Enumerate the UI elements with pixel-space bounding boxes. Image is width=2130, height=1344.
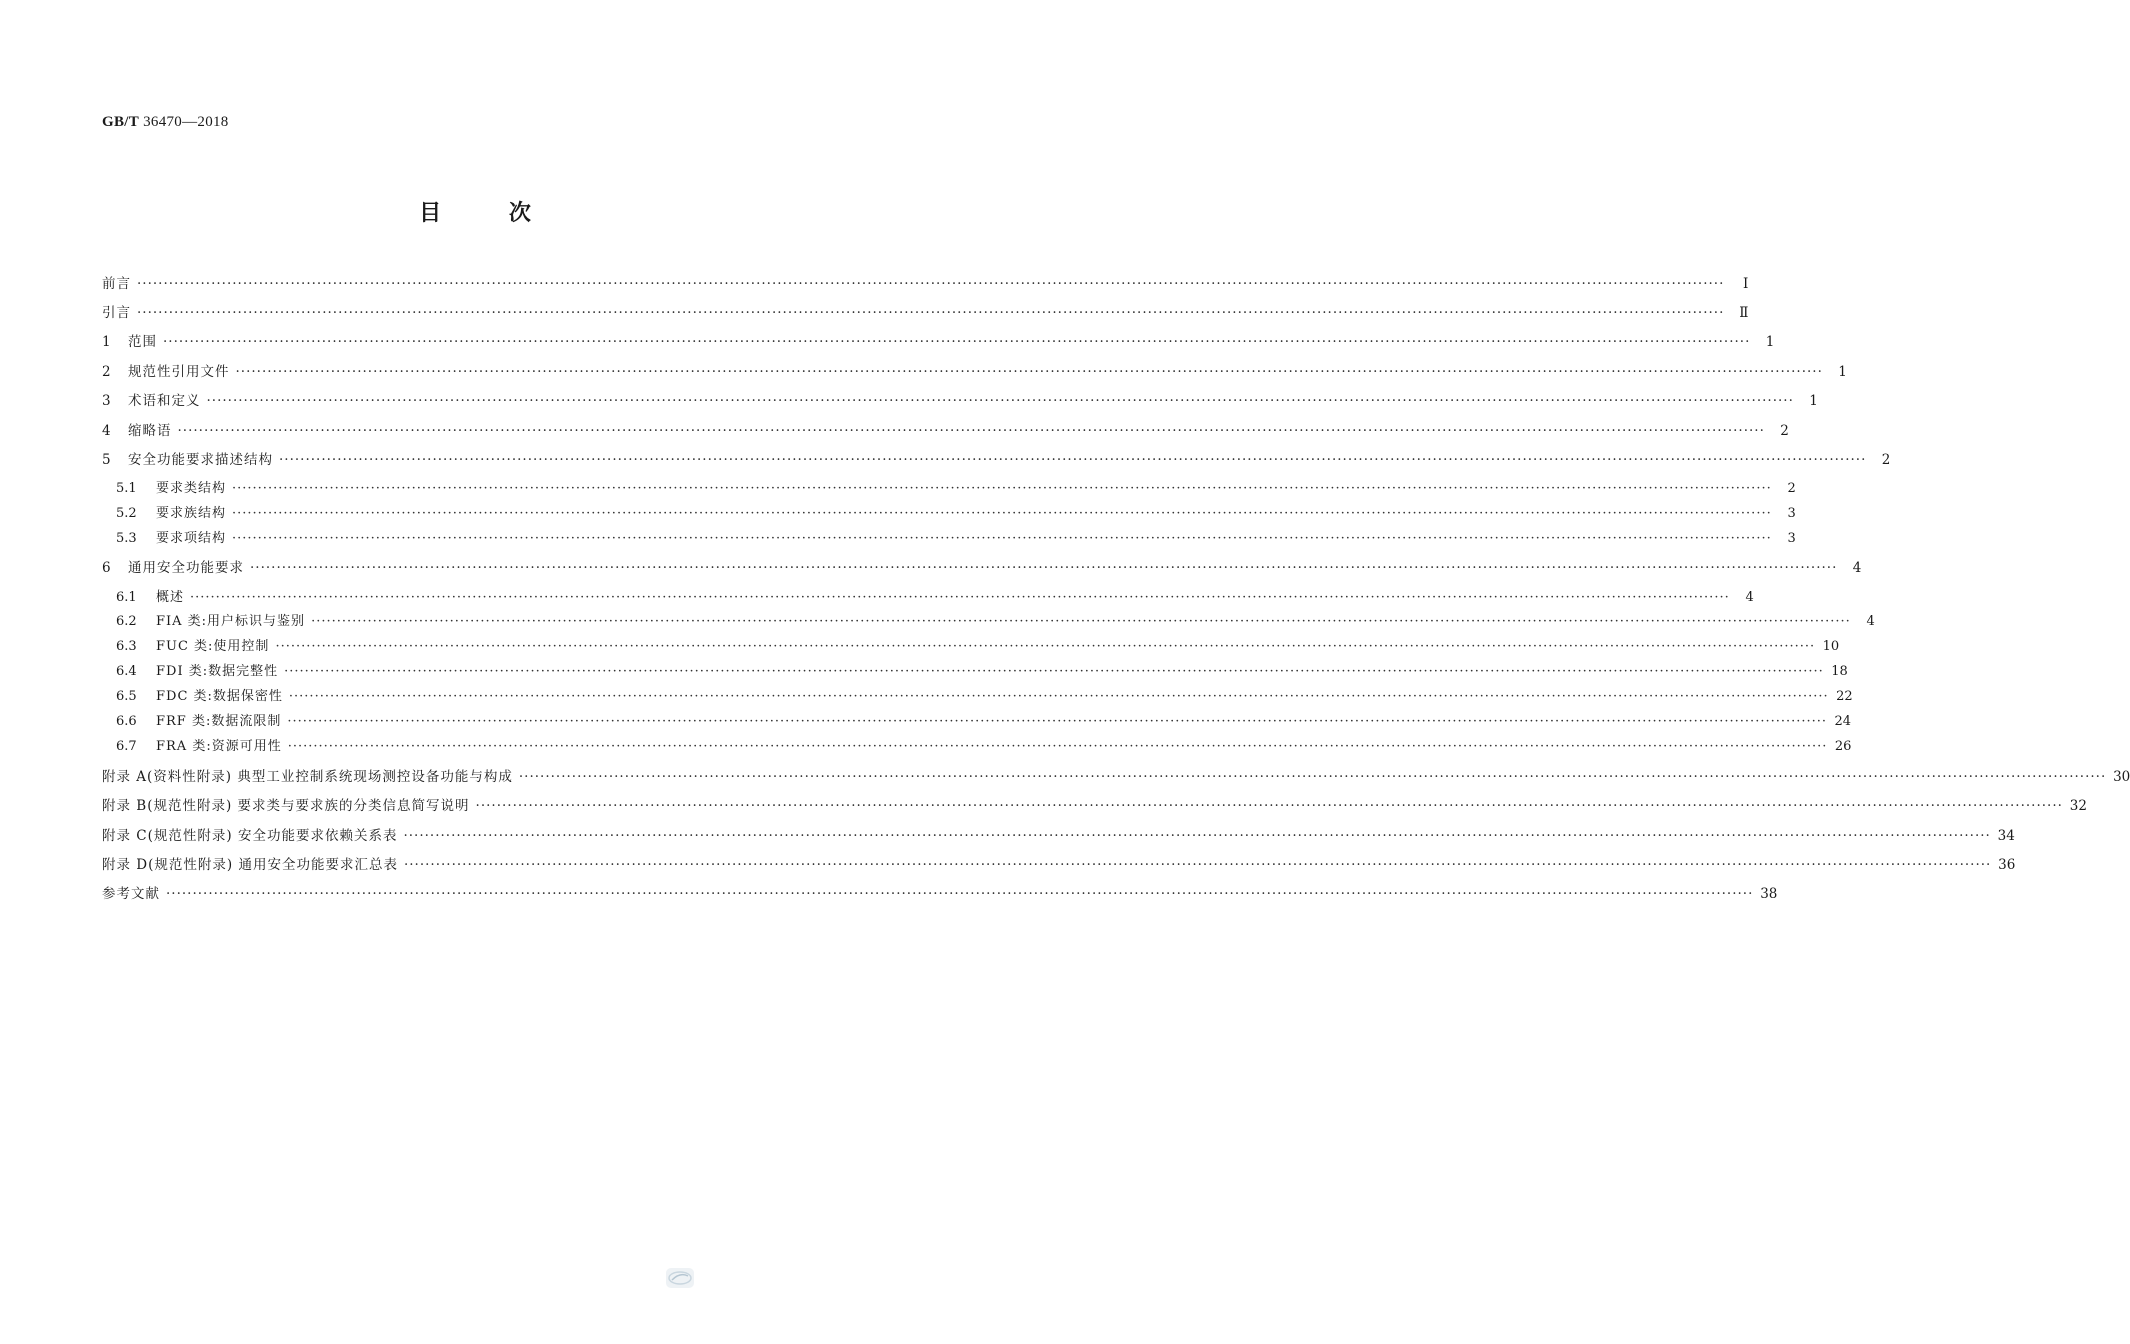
toc-entry-page: 1 <box>1765 334 1775 350</box>
toc-leader-dots: ············································································································································································································································································································ <box>284 664 1824 679</box>
standard-prefix: GB/T <box>102 114 140 130</box>
toc-entry-page: 10 <box>1822 639 1840 654</box>
title-part-1: 目 <box>419 201 442 226</box>
toc-entry[interactable] <box>102 477 1796 497</box>
toc-entry[interactable] <box>102 853 2016 873</box>
toc-entry[interactable] <box>102 685 1853 705</box>
toc-entry-title: FDC 类:数据保密性 <box>156 689 283 704</box>
toc-entry-number: 5 <box>102 452 111 468</box>
toc-entry[interactable] <box>102 735 1852 755</box>
toc-entry-title: 缩略语 <box>128 423 172 439</box>
toc-entry-number: 2 <box>102 364 111 380</box>
toc-entry-page: Ⅱ <box>1739 305 1749 321</box>
toc-entry[interactable] <box>102 330 1775 350</box>
toc-entry-page: 2 <box>1787 481 1796 496</box>
toc-entry-number: 4 <box>102 423 111 439</box>
toc-entry-number: 5.3 <box>116 531 137 546</box>
toc-entry-page: 36 <box>1998 857 2016 873</box>
toc-entry-page: 1 <box>1838 364 1847 380</box>
toc-entry-number: 6.7 <box>116 739 137 754</box>
toc-entry-title: 引言 <box>102 305 131 321</box>
toc-entry-page: 4 <box>1745 590 1754 605</box>
toc-entry-number: 5.2 <box>116 506 137 521</box>
toc-entry-title: 附录 A(资料性附录) 典型工业控制系统现场测控设备功能与构成 <box>102 769 513 785</box>
sac-logo-icon <box>666 1268 694 1288</box>
toc-leader-dots: ············································································································································································································································································································ <box>163 334 1751 350</box>
toc-leader-dots: ············································································································································································································································································································ <box>250 560 1838 576</box>
toc-entry[interactable] <box>102 527 1796 547</box>
toc-entry-title: FIA 类:用户标识与鉴别 <box>156 614 306 629</box>
toc-leader-dots: ············································································································································································································································································································ <box>287 739 1828 754</box>
toc-entry[interactable] <box>102 586 1754 606</box>
toc-entry-title: 安全功能要求描述结构 <box>128 452 273 468</box>
toc-leader-dots: ············································································································································································································································································································ <box>287 714 1828 729</box>
toc-leader-dots: ············································································································································································································································································································ <box>475 798 2063 814</box>
toc-entry[interactable] <box>102 301 1749 321</box>
toc-entry-title: FRF 类:数据流限制 <box>156 714 282 729</box>
toc-leader-dots: ············································································································································································································································································································ <box>311 614 1851 629</box>
toc-leader-dots: ············································································································································································································································································································ <box>232 481 1772 496</box>
toc-entry-title: 通用安全功能要求 <box>128 560 244 576</box>
toc-entry[interactable] <box>102 502 1796 522</box>
toc-entry-title: 概述 <box>156 590 185 605</box>
page-title <box>0 196 950 227</box>
toc-entry-page: 18 <box>1831 664 1848 679</box>
title-part-2: 次 <box>508 201 531 226</box>
toc-entry[interactable] <box>102 448 1891 468</box>
toc-entry[interactable] <box>102 556 1862 576</box>
toc-entry-number: 6.2 <box>116 614 137 629</box>
toc-leader-dots: ············································································································································································································································································································ <box>177 423 1765 439</box>
toc-entry[interactable] <box>102 824 2015 844</box>
toc-entry-page: 2 <box>1780 423 1789 439</box>
toc-leader-dots: ············································································································································································································································································································ <box>288 689 1829 704</box>
toc-entry-title: 要求族结构 <box>156 506 227 521</box>
toc-entry-page: 3 <box>1787 506 1796 521</box>
toc-entry-number: 3 <box>102 393 111 409</box>
toc-leader-dots: ············································································································································································································································································································ <box>137 305 1725 321</box>
toc-entry-page: 34 <box>1997 828 2015 844</box>
standard-code <box>102 114 229 131</box>
toc-entry-number: 6.1 <box>116 590 137 605</box>
toc-entry-page: 26 <box>1834 739 1852 754</box>
toc-entry[interactable] <box>102 272 1749 292</box>
toc-entry-number: 6.6 <box>116 714 137 729</box>
toc-entry[interactable] <box>102 765 2130 785</box>
toc-entry-number: 1 <box>102 334 111 350</box>
toc-entry-title: 附录 B(规范性附录) 要求类与要求族的分类信息简写说明 <box>102 798 470 814</box>
toc-entry[interactable] <box>102 635 1840 655</box>
toc-entry[interactable] <box>102 419 1789 439</box>
toc-entry-title: 要求项结构 <box>156 531 227 546</box>
toc-entry-page: 22 <box>1836 689 1853 704</box>
toc-leader-dots: ············································································································································································································································································································ <box>206 393 1794 409</box>
toc-entry[interactable] <box>102 794 2087 814</box>
toc-leader-dots: ············································································································································································································································································································ <box>232 506 1772 521</box>
toc-entry-title: 范围 <box>128 334 157 350</box>
toc-entry-title: 术语和定义 <box>128 393 201 409</box>
toc-leader-dots: ············································································································································································································································································································ <box>275 639 1816 654</box>
toc-entry-page: 24 <box>1834 714 1852 729</box>
toc-entry-page: 32 <box>2069 798 2087 814</box>
toc-entry-page: 4 <box>1866 614 1875 629</box>
toc-entry[interactable] <box>102 660 1848 680</box>
toc-entry-page: 4 <box>1852 560 1862 576</box>
toc-entry[interactable] <box>102 710 1852 730</box>
toc-leader-dots: ············································································································································································································································································································ <box>279 452 1867 468</box>
toc-entry-title: 附录 C(规范性附录) 安全功能要求依赖关系表 <box>102 828 398 844</box>
toc-entry-title: 参考文献 <box>102 886 160 902</box>
toc-entry-number: 6 <box>102 560 111 576</box>
toc-entry[interactable] <box>102 610 1875 630</box>
toc-entry-title: FUC 类:使用控制 <box>156 639 270 654</box>
toc-leader-dots: ············································································································································································································································································································ <box>137 276 1725 292</box>
toc-entry-title: FDI 类:数据完整性 <box>156 664 279 679</box>
toc-leader-dots: ············································································································································································································································································································ <box>518 769 2107 785</box>
toc-entry-page: 38 <box>1760 886 1778 902</box>
toc-entry-page: 30 <box>2113 769 2130 785</box>
toc-entry-title: 前言 <box>102 276 131 292</box>
toc-entry[interactable] <box>102 882 1778 902</box>
toc-entry-title: FRA 类:资源可用性 <box>156 739 282 754</box>
toc-entry-page: 3 <box>1787 531 1796 546</box>
toc-entry[interactable] <box>102 389 1818 409</box>
toc-entry-title: 附录 D(规范性附录) 通用安全功能要求汇总表 <box>102 857 398 873</box>
toc-leader-dots: ············································································································································································································································································································ <box>190 590 1730 605</box>
toc-entry[interactable] <box>102 360 1847 380</box>
toc-leader-dots: ············································································································································································································································································································ <box>403 828 1991 844</box>
standard-number: 36470—2018 <box>143 114 229 130</box>
toc-entry-number: 6.5 <box>116 689 137 704</box>
toc-leader-dots: ············································································································································································································································································································ <box>235 364 1823 380</box>
toc-entry-number: 6.4 <box>116 664 137 679</box>
toc-entry-title: 要求类结构 <box>156 481 227 496</box>
toc-entry-title: 规范性引用文件 <box>128 364 230 380</box>
toc-leader-dots: ············································································································································································································································································································ <box>403 857 1992 873</box>
toc-entry-number: 5.1 <box>116 481 137 496</box>
toc-leader-dots: ············································································································································································································································································································ <box>232 531 1772 546</box>
toc-leader-dots: ············································································································································································································································································································ <box>166 886 1754 902</box>
toc-entry-page: 2 <box>1881 452 1891 468</box>
toc-entry-page: 1 <box>1809 393 1818 409</box>
toc-entry-page: Ⅰ <box>1743 276 1749 292</box>
toc-entry-number: 6.3 <box>116 639 137 654</box>
